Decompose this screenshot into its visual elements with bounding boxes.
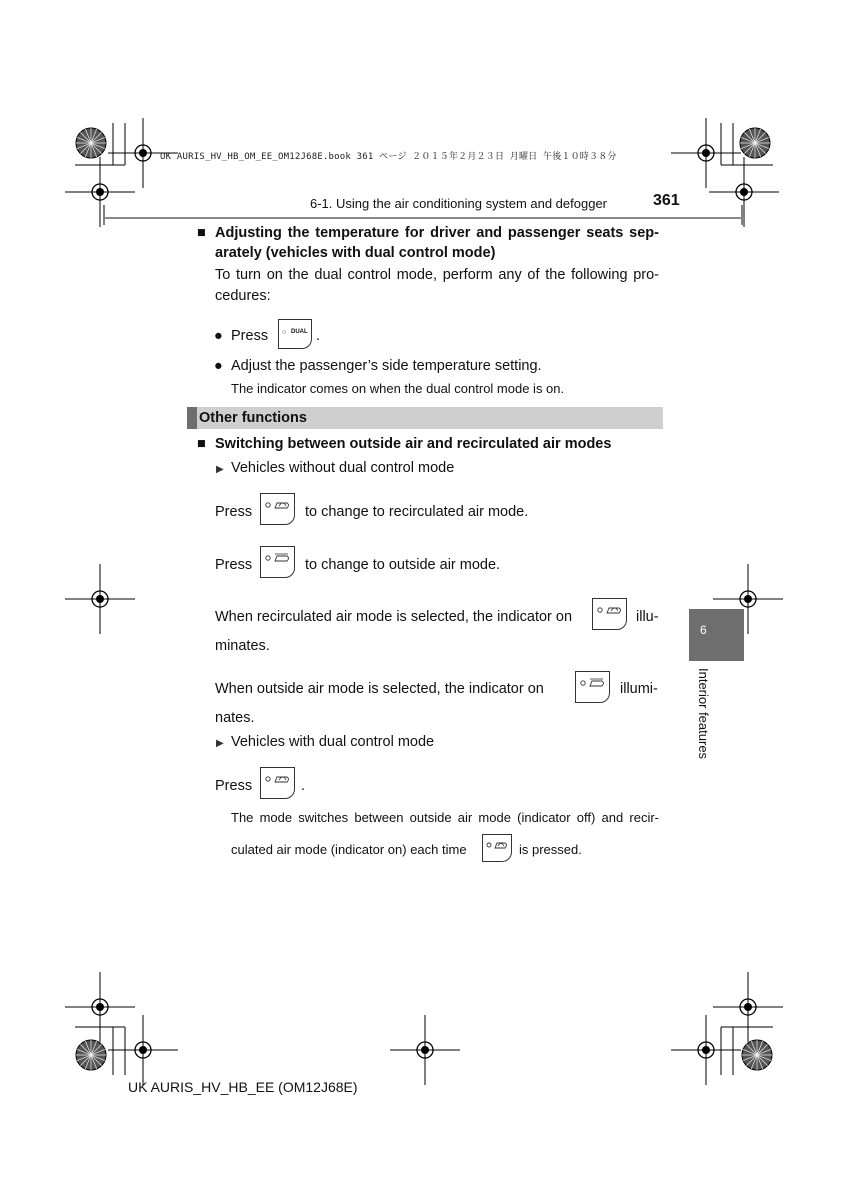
outside-indicator-c: nates. xyxy=(215,710,255,726)
dual-note-line2b: is pressed. xyxy=(519,842,582,857)
dual-button-label: DUAL xyxy=(291,329,308,335)
outside-indicator-a: When outside air mode is selected, the indicator on xyxy=(215,681,544,697)
bullet-1-text: Press xyxy=(231,328,269,344)
dual-heading-marker: ■ xyxy=(197,225,206,241)
outside-air-icon xyxy=(576,672,609,702)
press-dual-end: . xyxy=(301,778,306,794)
model-code: UK AURIS_HV_HB_EE (OM12J68E) xyxy=(128,1079,358,1095)
recirc-indicator-a: When recirculated air mode is selected, the indicator on xyxy=(215,609,573,625)
recirculate-icon xyxy=(593,599,626,629)
outside-air-icon xyxy=(261,547,294,577)
header-rule xyxy=(104,217,744,219)
dual-note-line1: The mode switches between outside air mode (indicator off) and recir- xyxy=(231,810,659,825)
section-title: 6-1. Using the air conditioning system and defogger xyxy=(310,196,608,211)
dual-button xyxy=(278,319,312,349)
other-heading: Switching between outside air and recirculated air modes xyxy=(215,436,612,452)
bullet-1-end: . xyxy=(316,328,321,344)
press-outside-word: Press xyxy=(215,557,253,573)
sub1-text: Vehicles without dual control mode xyxy=(231,460,455,476)
dual-note-line2a: culated air mode (indicator on) each time xyxy=(231,842,467,857)
chapter-tab xyxy=(689,609,744,661)
press-recirc-word: Press xyxy=(215,504,253,520)
indicator-dot-icon: ○ xyxy=(282,329,287,336)
sub1-marker: ▶ xyxy=(216,464,224,475)
recirculate-icon xyxy=(261,768,294,798)
chapter-number: 6 xyxy=(700,623,707,637)
recirculate-icon xyxy=(483,835,511,861)
bullet-1-symbol: ● xyxy=(214,328,223,344)
recirculated-air-button xyxy=(260,493,295,525)
recirc-indicator-c: minates. xyxy=(215,638,270,654)
dual-intro-line1: To turn on the dual control mode, perform any of the following pro- xyxy=(215,267,659,283)
bullet-2-text: Adjust the passenger’s side temperature setting. xyxy=(231,358,542,374)
press-dual-word: Press xyxy=(215,778,253,794)
recirculate-icon xyxy=(261,494,294,524)
air-mode-button xyxy=(260,767,295,799)
recirculated-air-indicator xyxy=(592,598,627,630)
sub2-text: Vehicles with dual control mode xyxy=(231,734,435,750)
dual-intro-line2: cedures: xyxy=(215,288,271,304)
other-heading-marker: ■ xyxy=(197,436,206,452)
dual-heading-line1: Adjusting the temperature for driver and passenger seats sep- xyxy=(215,225,659,241)
page-number: 361 xyxy=(653,192,680,209)
dual-heading-line2: arately (vehicles with dual control mode) xyxy=(215,245,496,261)
outside-air-button xyxy=(260,546,295,578)
dual-note: The indicator comes on when the dual control mode is on. xyxy=(231,381,565,396)
bullet-2-symbol: ● xyxy=(214,358,223,374)
chapter-title: Interior features xyxy=(696,668,711,760)
press-outside-rest: to change to outside air mode. xyxy=(305,557,501,573)
other-functions-title: Other functions xyxy=(199,410,307,426)
outside-indicator-b: illumi- xyxy=(620,681,658,697)
recirc-indicator-b: illu- xyxy=(636,609,659,625)
sub2-marker: ▶ xyxy=(216,738,224,749)
press-recirc-rest: to change to recirculated air mode. xyxy=(305,504,529,520)
air-mode-button-inline xyxy=(482,834,512,862)
other-functions-bar xyxy=(187,407,663,429)
outside-air-indicator xyxy=(575,671,610,703)
print-info: UK AURIS_HV_HB_OM_EE_OM12J68E.book 361 ページ ２０１５年２月２３日 月曜日 午後１０時３８分 xyxy=(160,152,617,162)
